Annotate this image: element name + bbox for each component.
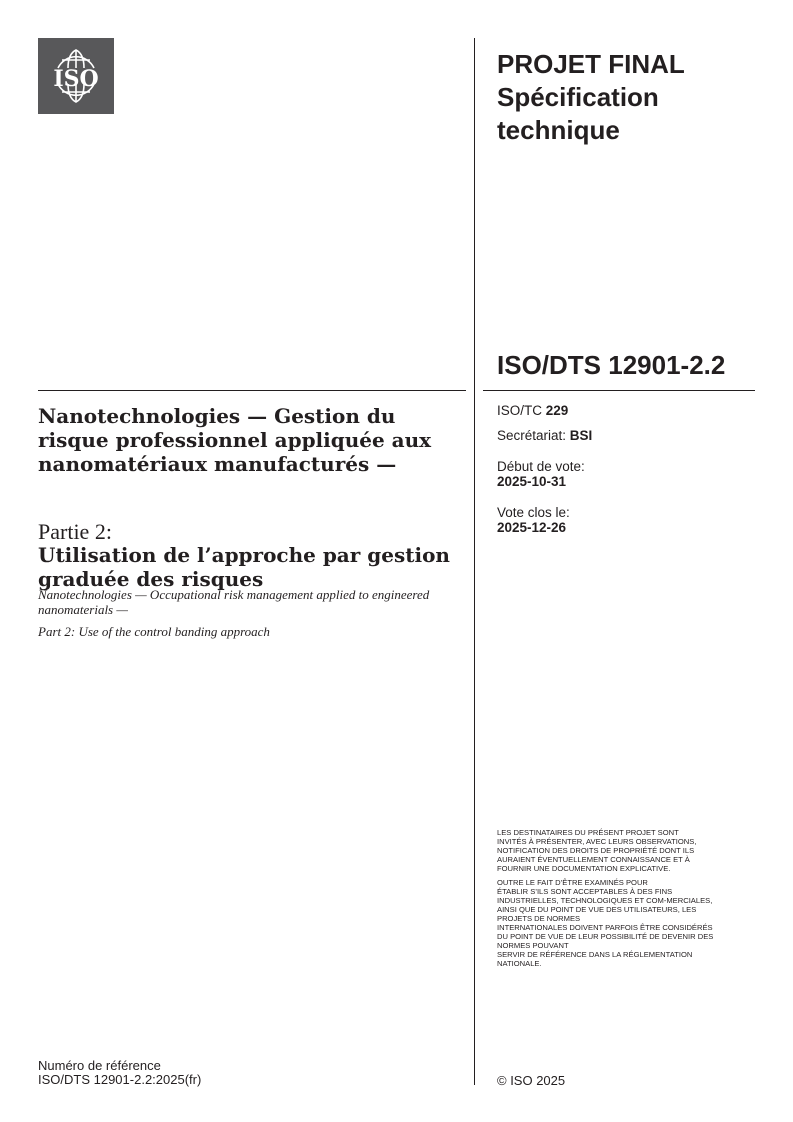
notice-line: INTERNATIONALES DOIVENT PARFOIS ÊTRE CONSIDÉRÉS [497,923,713,932]
part-title-fr: Utilisation de l’approche par gestion graduée des risques [38,543,450,591]
notice-line: INVITÉS À PRÉSENTER, AVEC LEURS OBSERVATIONS, [497,837,697,846]
document-number: ISO/DTS 12901-2.2 [497,350,726,380]
notice-paragraph-1 [497,828,767,873]
vote-end-label: Vote clos le: [497,505,570,520]
horizontal-divider [483,390,755,391]
reference-value: ISO/DTS 12901-2.2:2025(fr) [38,1072,202,1087]
part-fr: Partie 2: [38,519,112,544]
notice-line: OUTRE LE FAIT D’ÊTRE EXAMINÉS POUR [497,878,648,887]
notice-line: PROJETS DE NORMES [497,914,581,923]
reference-number [38,1059,201,1087]
document-stage [497,48,757,147]
tc-value: 229 [545,403,569,418]
stage-line1: PROJET FINAL [497,49,685,79]
technical-committee [497,403,568,418]
notice-line: FOURNIR UNE DOCUMENTATION EXPLICATIVE. [497,864,671,873]
notice-line: NOTIFICATION DES DROITS DE PROPRIÉTÉ DONT ILS [497,846,695,855]
title-fr: Nanotechnologies — Gestion du risque professionnel appliquée aux nanomatériaux manufacturés — [38,404,432,476]
draft-notice [497,828,767,973]
notice-line: SERVIR DE RÉFÉRENCE DANS LA RÉGLEMENTATION [497,950,693,959]
notice-line: AINSI QUE DU POINT DE VUE DES UTILISATEURS, LES [497,905,697,914]
vote-start [497,459,585,489]
notice-line: AURAIENT ÉVENTUELLEMENT CONNAISSANCE ET À [497,855,690,864]
horizontal-divider [38,390,466,391]
vote-start-label: Début de vote: [497,459,585,474]
tc-label: ISO/TC [497,403,546,418]
stage-line2: Spécification technique [497,82,659,145]
secretariat [497,428,592,443]
copyright: © ISO 2025 [497,1073,566,1088]
vote-start-value: 2025-10-31 [497,474,567,489]
svg-text:ISO: ISO [53,66,99,92]
title-en: Nanotechnologies — Occupational risk management applied to engineered nanomaterials — [38,587,430,617]
notice-line: NATIONALE. [497,959,542,968]
secretariat-value: BSI [569,428,593,443]
secretariat-label: Secrétariat: [497,428,570,443]
notice-line: ÉTABLIR S’ILS SONT ACCEPTABLES À DES FINS [497,887,673,896]
vote-end-value: 2025-12-26 [497,520,567,535]
reference-label: Numéro de référence [38,1058,161,1073]
vote-end [497,505,570,535]
notice-paragraph-2 [497,878,767,968]
notice-line: LES DESTINATAIRES DU PRÉSENT PROJET SONT [497,828,679,837]
notice-line: NORMES POUVANT [497,941,569,950]
notice-line: DU POINT DE VUE DE LEUR POSSIBILITÉ DE DEVENIR DES [497,932,714,941]
part-en: Part 2: Use of the control banding approach [38,624,270,639]
notice-line: INDUSTRIELLES, TECHNOLOGIQUES ET COM-MERCIALES, [497,896,713,905]
iso-logo [38,38,114,114]
vertical-divider [474,38,475,1085]
